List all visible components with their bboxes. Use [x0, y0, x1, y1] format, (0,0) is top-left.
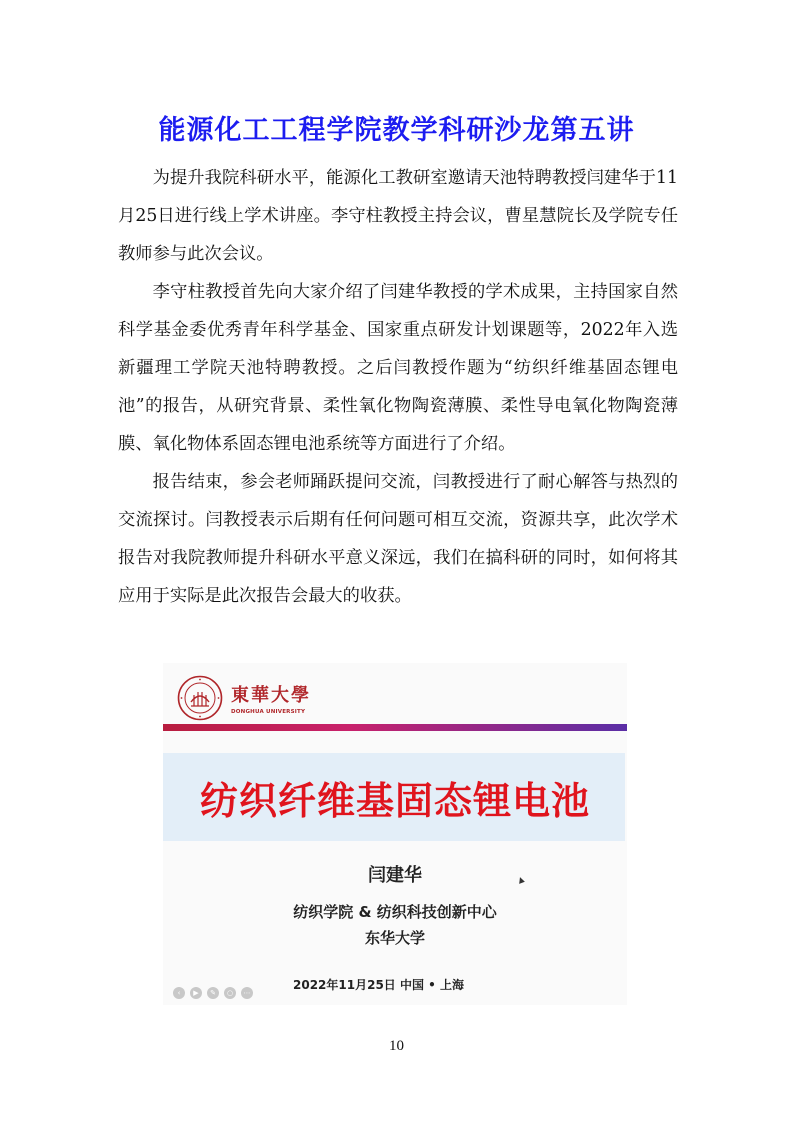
- speaker-university: 东华大学: [364, 929, 425, 947]
- article-body: [118, 159, 678, 615]
- logo-english-name: DONGHUA UNIVERSITY: [231, 709, 306, 715]
- university-seal-icon: [177, 675, 223, 721]
- header-gradient-bar: [163, 724, 627, 731]
- lecture-slide-image: [163, 663, 627, 1005]
- search-icon[interactable]: ○: [224, 987, 236, 999]
- page-title: 能源化工工程学院教学科研沙龙第五讲: [158, 115, 635, 146]
- pen-icon[interactable]: ✎: [207, 987, 219, 999]
- paragraph-1: 为提升我院科研水平，能源化工教研室邀请天池特聘教授闫建华于11月25日进行线上学术讲座。李守柱教授主持会议，曹星慧院长及学院专任教师参与此次会议。: [118, 168, 678, 264]
- logo-chinese-name: 東華大學: [231, 685, 311, 706]
- play-icon[interactable]: ▶: [190, 987, 202, 999]
- more-icon[interactable]: ⋯: [241, 987, 253, 999]
- date-location: 2022年11月25日 中国 • 上海: [293, 978, 465, 992]
- speaker-institution: 纺织学院 & 纺织科技创新中心: [293, 903, 497, 921]
- paragraph-2: 李守柱教授首先向大家介绍了闫建华教授的学术成果，主持国家自然科学基金委优秀青年科学基金、国家重点研发计划课题等，2022年入选新疆理工学院天池特聘教授。之后闫教授作题为“纺织纤维基固态锂电池”的报告，从研究背景、柔性氧化物陶瓷薄膜、柔性导电氧化物陶瓷薄膜、氧化物体系固态锂电池系统等方面进行了介绍。: [118, 282, 678, 454]
- presentation-controls: [173, 987, 253, 999]
- slide-title: 纺织纤维基固态锂电池: [199, 779, 590, 823]
- speaker-name: 闫建华: [368, 865, 422, 886]
- paragraph-3: 报告结束，参会老师踊跃提问交流，闫教授进行了耐心解答与热烈的交流探讨。闫教授表示后期有任何问题可相互交流，资源共享，此次学术报告对我院教师提升科研水平意义深远，我们在搞科研的同时，如何将其应用于实际是此次报告会最大的收获。: [118, 472, 678, 606]
- university-logo: [177, 669, 311, 727]
- page-number: 10: [389, 1038, 404, 1054]
- previous-icon[interactable]: ‹: [173, 987, 185, 999]
